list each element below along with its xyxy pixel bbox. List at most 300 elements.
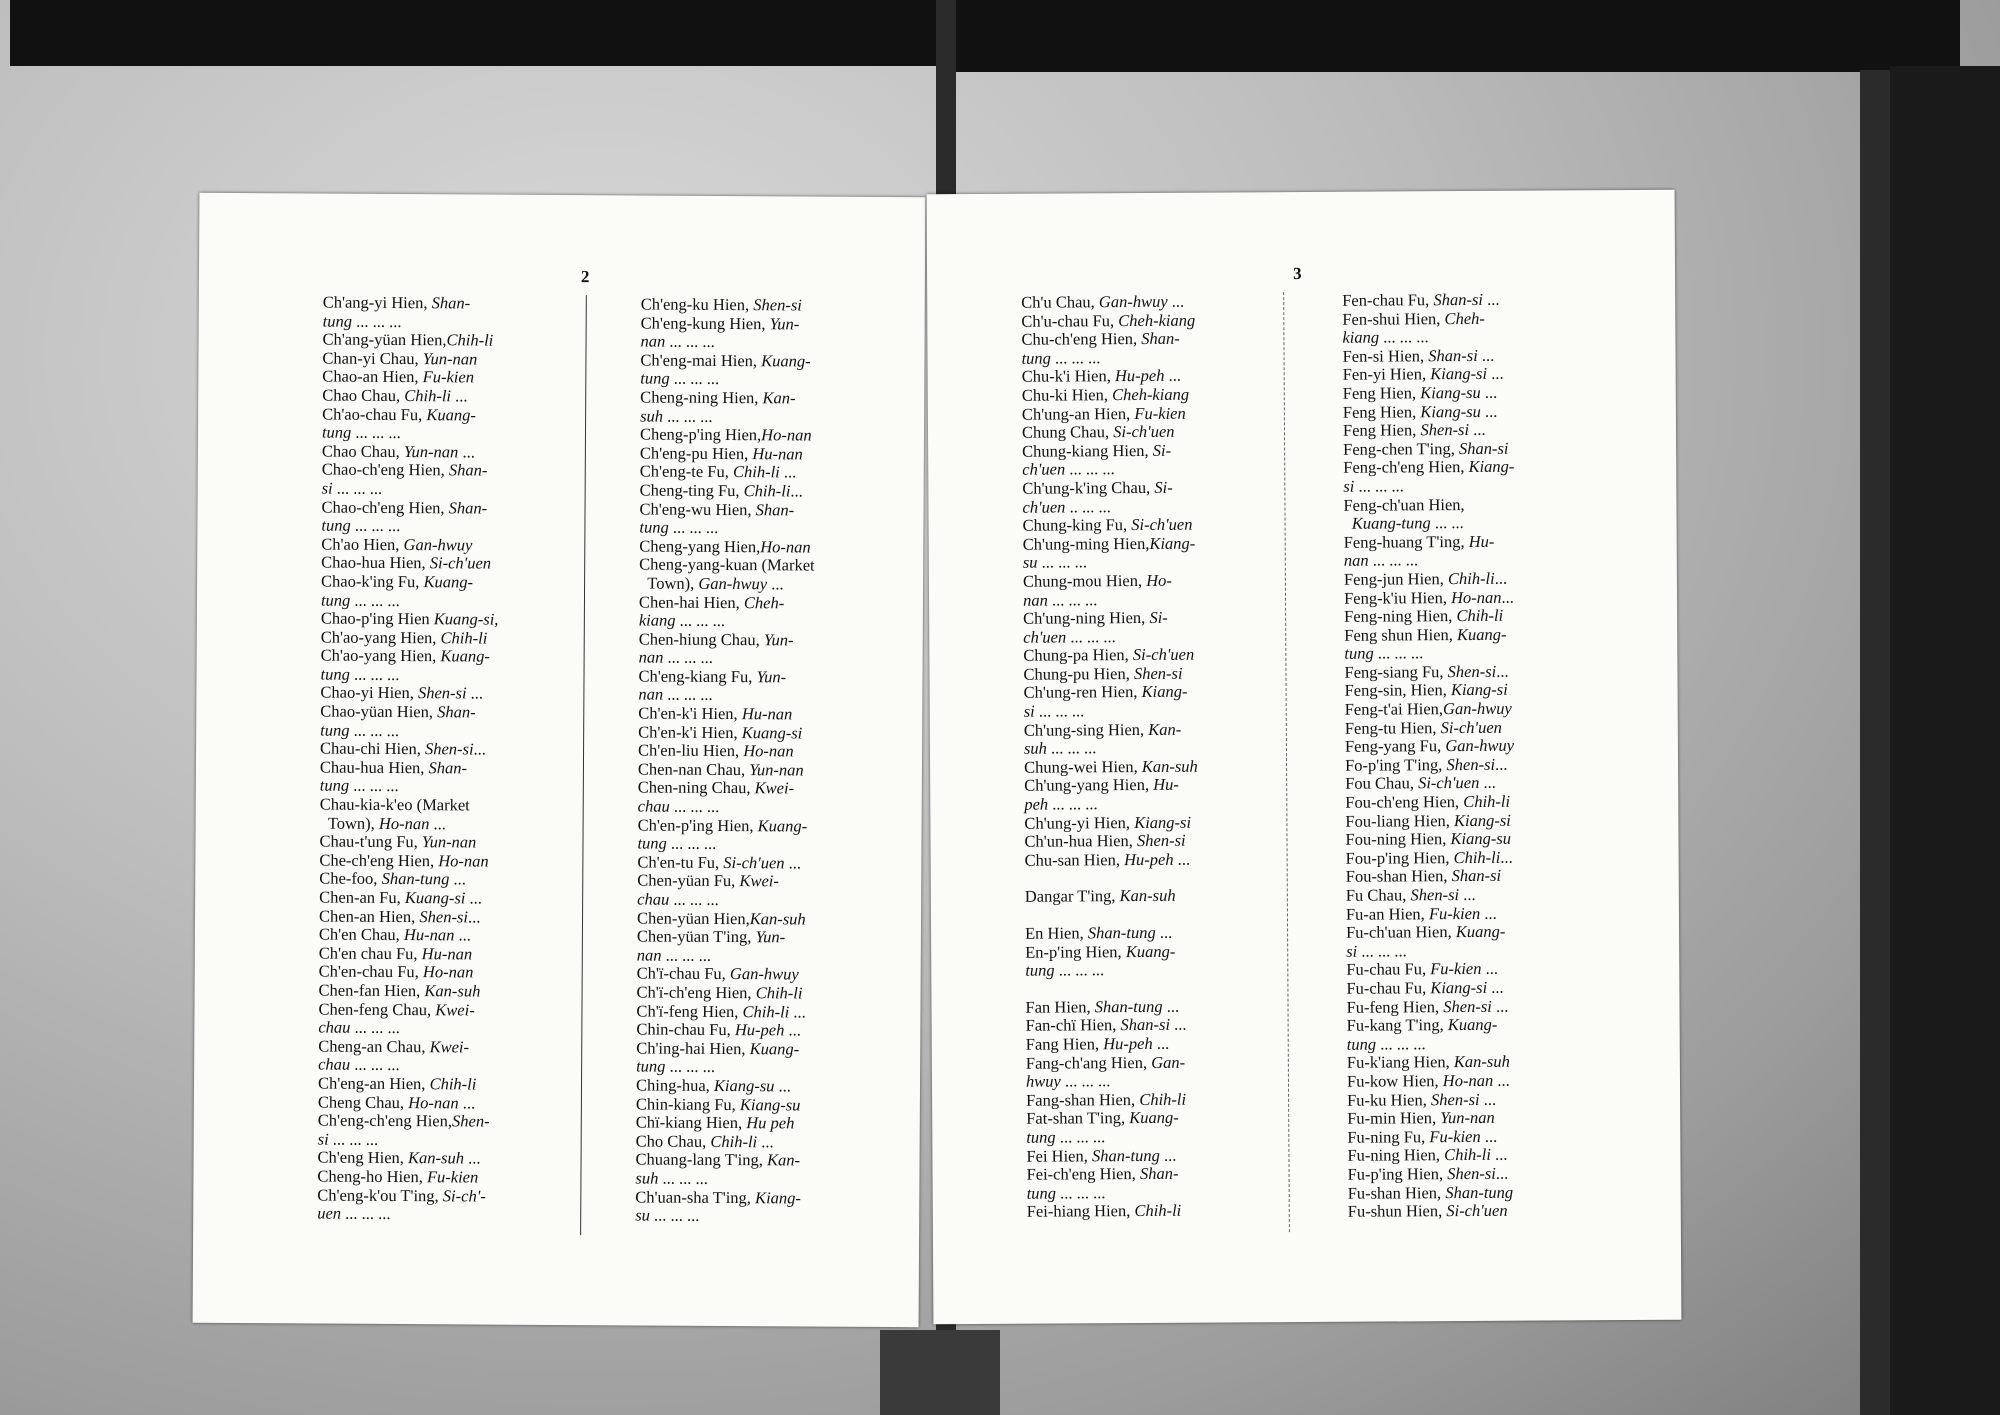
province-name: Kan-suh: [408, 1148, 465, 1168]
index-entry: [1026, 1146, 1241, 1166]
index-entry: [1345, 699, 1560, 719]
province-name: Yun-: [756, 667, 787, 687]
leader-dots: ... ... ...: [350, 515, 401, 536]
leader-dots: ... ... ...: [666, 833, 717, 854]
index-entry: [1024, 739, 1239, 759]
index-entry: [1024, 701, 1239, 721]
province-name: Si-ch'uen: [1446, 1200, 1508, 1221]
province-name: Si-: [1152, 440, 1172, 460]
place-name: Town),: [639, 573, 699, 593]
index-entry: [1025, 997, 1240, 1017]
index-entry: [1343, 421, 1558, 441]
place-name: Fu-shan Hien,: [1347, 1182, 1446, 1203]
province-name: Kwei-: [435, 999, 475, 1020]
leader-dots: ... ... ...: [1046, 738, 1097, 758]
place-name: Fu-chau Fu,: [1346, 978, 1431, 998]
place-name: Ch'eng-wu Hien,: [639, 499, 756, 519]
place-name: Ch'ï-ch'eng Hien,: [636, 982, 756, 1003]
leader-dots: ... ... ...: [669, 796, 720, 817]
province-name: su: [635, 1205, 650, 1225]
column-divider-right: [1283, 292, 1290, 1232]
place-name: Ch'eng Hien,: [317, 1147, 409, 1168]
leader-dots: ...: [1152, 1033, 1170, 1053]
place-name: Chuang-lang T'ing,: [635, 1149, 768, 1170]
province-name: Yun-nan: [403, 441, 459, 462]
place-name: Ch'ing-hai Hien,: [636, 1038, 750, 1058]
index-entry: [1022, 478, 1237, 498]
index-entry: [1023, 627, 1238, 647]
place-name: Fou-ch'eng Hien,: [1345, 792, 1464, 812]
province-name: tung: [1021, 348, 1051, 368]
index-entry: [1346, 904, 1561, 924]
index-entry: [1346, 885, 1561, 905]
place-name: Feng-k'iu Hien,: [1343, 587, 1452, 608]
province-name: nan: [636, 945, 662, 965]
place-name: Ch'en Chau,: [318, 924, 405, 945]
index-entry: [1023, 516, 1238, 536]
province-name: Chih-li: [1453, 847, 1501, 867]
place-name: Cho Chau,: [635, 1131, 711, 1151]
place-name: Ch'ao Hien,: [321, 534, 404, 554]
province-name: tung: [637, 833, 667, 853]
province-name: Ho-nan: [1442, 1070, 1494, 1091]
province-name: Si-ch'uen: [1440, 717, 1502, 737]
province-name: si: [317, 1129, 329, 1149]
province-name: Chih-li: [742, 1001, 790, 1021]
place-name: Feng-yang Fu,: [1344, 736, 1446, 756]
province-name: Si-ch'uen: [429, 553, 492, 573]
index-entry: [1023, 646, 1238, 666]
place-name: Feng-jun Hien,: [1343, 569, 1449, 589]
province-name: ch'uen: [1023, 627, 1067, 647]
province-name: Kwei-: [429, 1036, 470, 1057]
province-name: Kuang-: [440, 646, 491, 666]
leader-dots: ... ... ...: [1055, 1182, 1106, 1203]
province-name: Shan-si: [1120, 1015, 1171, 1035]
place-name: Feng-ning Hien,: [1344, 606, 1457, 626]
province-name: Gan-hwuy: [403, 534, 473, 555]
left-page: [193, 193, 926, 1327]
index-entry: [1345, 774, 1560, 794]
leader-dots: ...: [1479, 773, 1496, 793]
place-name: Feng-huang T'ing,: [1343, 531, 1469, 552]
province-name: Kiang-si: [1453, 810, 1511, 830]
place-name: Ch'ung-an Hien,: [1021, 403, 1135, 424]
leader-dots: ... ... ...: [1050, 348, 1101, 368]
province-name: Kan-suh: [1453, 1052, 1510, 1072]
place-name: Fou-ning Hien,: [1345, 829, 1451, 849]
index-entry: [1026, 1053, 1241, 1073]
province-name: Kiang-su: [1420, 401, 1481, 421]
province-name: Kiang-: [1149, 533, 1196, 553]
index-entry: [1347, 1090, 1562, 1110]
place-name: Chao-hua Hien,: [321, 552, 430, 573]
leader-dots: ... ... ...: [349, 664, 400, 684]
province-name: Hu-peh: [1103, 1033, 1153, 1054]
place-name: Chung-mou Hien,: [1022, 570, 1147, 591]
place-name: Fu-shun Hien,: [1347, 1201, 1447, 1221]
province-name: suh: [635, 1168, 659, 1188]
province-name: si: [1343, 476, 1355, 496]
province-name: Shan-tung: [1087, 922, 1156, 943]
leader-dots: ... ... ...: [1066, 626, 1116, 647]
place-name: Fen-shui Hien,: [1342, 308, 1445, 329]
leader-dots: ...: [1480, 401, 1498, 421]
leader-dots: ... ... ...: [675, 610, 726, 631]
province-name: Yun-nan: [1440, 1107, 1495, 1128]
leader-dots: ...: [454, 925, 471, 945]
province-name: Kiang-: [755, 1187, 801, 1207]
province-name: Si-ch'uen: [1132, 644, 1195, 665]
province-name: Chih-li: [710, 1131, 758, 1151]
index-entry: [1022, 385, 1237, 405]
province-name: Kan-suh: [424, 981, 481, 1001]
place-name: Ch'en-p'ing Hien,: [637, 815, 758, 835]
index-entry: [1026, 1072, 1241, 1092]
province-name: Kuang-tung: [1351, 513, 1431, 533]
province-name: Ho-: [1146, 570, 1172, 590]
place-name: Fen-si Hien,: [1342, 346, 1429, 366]
place-name: Cheng-ho Hien,: [317, 1166, 428, 1187]
province-name: tung: [321, 422, 352, 442]
province-name: Kiang-su: [739, 1094, 801, 1115]
place-name: Ch'u Chau,: [1021, 292, 1099, 312]
place-name: Chung-king Fu,: [1022, 515, 1132, 535]
leader-dots: ... ... ...: [328, 1129, 379, 1149]
index-entry: [1026, 1109, 1241, 1129]
province-name: ch'uen: [1022, 459, 1066, 480]
place-name: Ch'eng-kung Hien,: [640, 313, 770, 333]
leader-dots: ... ... ...: [1373, 643, 1424, 663]
place-name: Ch'ao-yang Hien,: [320, 627, 441, 647]
province-name: Fu-kien: [426, 1167, 479, 1187]
place-name: Feng-ch'eng Hien,: [1343, 457, 1469, 478]
province-name: Chih-li: [429, 1074, 477, 1094]
place-name: Chen-nan Chau,: [637, 759, 750, 780]
index-entry: [1344, 644, 1559, 664]
province-name: Chih-li: [1444, 1145, 1491, 1165]
province-name: Hu-: [1153, 775, 1179, 795]
index-entry: [1021, 330, 1236, 350]
leader-dots: ...: [1482, 289, 1500, 309]
leader-dots: ...: [429, 813, 446, 833]
index-entry: [1026, 1034, 1241, 1054]
province-name: Hu-peh: [734, 1020, 785, 1040]
place-name: Fo-p'ing T'ing,: [1344, 754, 1447, 775]
province-name: Shen-si: [1430, 1089, 1480, 1109]
province-name: Kuang-: [1456, 624, 1507, 644]
province-name: Cheh-: [1444, 308, 1485, 328]
leader-dots: ...: [767, 574, 784, 594]
province-name: Shen-si: [417, 683, 467, 703]
place-name: Chau-chi Hien,: [320, 738, 426, 759]
place-name: Feng-sin, Hien,: [1344, 680, 1451, 701]
index-entry: [1021, 311, 1236, 331]
province-name: Kan-: [766, 1150, 801, 1170]
index-entry: [1346, 960, 1561, 980]
leader-dots: ...: [1159, 1145, 1177, 1165]
place-name: Feng-chen T'ing,: [1343, 438, 1460, 459]
leader-dots: ...: [1173, 849, 1191, 869]
index-entry: [1345, 681, 1560, 701]
index-entry: [1025, 942, 1240, 962]
province-name: Fu-kien: [1428, 903, 1481, 923]
place-name: Ch'eng-mai Hien,: [640, 350, 762, 371]
place-name: Fu-kow Hien,: [1346, 1071, 1443, 1091]
province-name: Shen-: [451, 1111, 490, 1131]
index-entry: [1026, 1127, 1241, 1147]
place-name: Feng-t'ai Hien,: [1344, 699, 1444, 719]
province-name: Shen-si: [1410, 885, 1460, 905]
place-name: Dangar T'ing,: [1024, 886, 1120, 907]
index-entry: [1343, 458, 1558, 478]
index-entry: [1347, 1164, 1562, 1184]
leader-dots: ...: [1162, 996, 1180, 1016]
place-name: Chen-ning Chau,: [637, 777, 755, 798]
province-name: tung: [1025, 960, 1055, 980]
index-entry: [1023, 571, 1238, 591]
place-name: Fu-an Hien,: [1345, 903, 1429, 924]
province-name: Kuang-: [1455, 921, 1506, 942]
index-entry: [1023, 608, 1238, 628]
index-entry: [1025, 961, 1240, 981]
index-entry: [1348, 1202, 1563, 1222]
place-name: En-p'ing Hien,: [1025, 941, 1126, 962]
leader-dots: ... ... ...: [1034, 701, 1085, 721]
index-entry: [1025, 850, 1240, 870]
place-name: Fu-ning Fu,: [1347, 1126, 1430, 1147]
province-name: suh: [640, 406, 664, 426]
index-entry: [1347, 1053, 1562, 1073]
place-name: Ch'ung-sing Hien,: [1023, 719, 1149, 740]
leader-dots: ... ... ...: [662, 406, 713, 426]
province-name: Si-ch'-: [442, 1185, 486, 1206]
province-name: Shen-si: [753, 295, 802, 315]
index-entry: [1343, 365, 1558, 385]
index-entry: [1342, 309, 1557, 329]
province-name: tung: [320, 720, 350, 740]
place-name: Ch'ï-feng Hien,: [636, 1001, 743, 1021]
province-name: tung: [321, 515, 351, 535]
province-name: Kiang-: [1141, 682, 1188, 702]
place-name: Cheng-ning Hien,: [640, 387, 763, 408]
index-entry: [1022, 367, 1237, 387]
province-name: Yun-nan: [422, 348, 478, 369]
leader-dots: ... ... ...: [658, 1168, 708, 1188]
leader-dots: ... ... ...: [351, 422, 401, 443]
place-name: Chen-an Fu,: [319, 887, 405, 908]
leader-dots: ...: [1495, 1163, 1509, 1183]
place-name: Ch'eng-k'ou T'ing,: [317, 1185, 443, 1205]
province-name: Kuang-si: [404, 888, 466, 908]
index-entry: [1346, 867, 1561, 887]
index-entry: [1342, 290, 1557, 310]
province-name: Gan-hwuy: [729, 964, 799, 984]
province-name: si: [321, 478, 333, 498]
leader-dots: ... ... ...: [665, 1057, 716, 1077]
province-name: tung: [320, 590, 351, 610]
province-name: Chih-li: [732, 462, 780, 482]
index-entry: [1022, 348, 1237, 368]
leader-dots: ...: [1480, 382, 1498, 402]
place-name: Chung-wei Hien,: [1023, 756, 1142, 777]
place-name: Chen-fan Hien,: [318, 980, 425, 1001]
index-entry: [1346, 997, 1561, 1017]
leader-dots: ...: [757, 1131, 774, 1152]
leader-dots: ...: [784, 1020, 801, 1040]
province-name: tung: [1026, 1183, 1057, 1203]
province-name: Shen-si: [1136, 830, 1186, 851]
place-name: Chung-pa Hien,: [1023, 645, 1133, 665]
place-name: Fei-ch'eng Hien,: [1026, 1164, 1141, 1184]
place-name: Fu-chau Fu,: [1346, 959, 1431, 980]
province-name: Si-ch'uen: [1131, 514, 1193, 535]
index-entry: [1345, 830, 1560, 850]
leader-dots: ... ... ...: [1060, 1071, 1111, 1091]
province-name: Shan-: [1141, 328, 1180, 349]
place-name: Fu-ku Hien,: [1347, 1089, 1432, 1110]
province-name: si: [1346, 941, 1358, 961]
province-name: Chih-li: [755, 983, 803, 1003]
place-name: Ch'eng-te Fu,: [639, 461, 734, 482]
place-name: Ch'en-k'i Hien,: [638, 703, 742, 724]
leader-dots: ... ... ...: [350, 1017, 400, 1038]
place-name: Fang-shan Hien,: [1026, 1089, 1140, 1110]
place-name: Ch'eng-ch'eng Hien,: [317, 1110, 453, 1131]
index-entry: [1342, 346, 1557, 366]
right-page: [927, 190, 1682, 1325]
leader-dots: ... ... ...: [663, 685, 713, 705]
index-entry: [1343, 383, 1558, 403]
province-name: Shan-tung: [381, 869, 450, 889]
province-name: Hu-nan: [752, 443, 803, 464]
leader-dots: ...: [450, 386, 468, 406]
leader-dots: ...: [1491, 996, 1509, 1016]
leader-dots: ...: [458, 442, 475, 462]
place-name: Chan-yi Chau,: [322, 348, 423, 368]
leader-dots: ...: [473, 739, 487, 759]
province-name: Si-: [1149, 607, 1168, 628]
leader-dots: ...: [1494, 568, 1508, 588]
province-name: Ho-nan: [408, 1092, 459, 1112]
province-name: Kiang-su: [1450, 828, 1512, 849]
place-name: Ch'ao-chau Fu,: [322, 404, 427, 424]
column-divider-left: [580, 295, 587, 1235]
province-name: Kuang-: [426, 404, 476, 425]
place-name: Ch'ung-k'ing Chau,: [1022, 477, 1155, 498]
province-name: Shen-si: [1420, 420, 1470, 440]
province-name: Ho-nan: [438, 851, 489, 871]
place-name: Ch'en-k'i Hien,: [638, 722, 742, 742]
leader-dots: ... ... ...: [669, 369, 720, 389]
place-name: Chu-ch'eng Hien,: [1021, 329, 1142, 349]
leader-dots: ...: [1164, 366, 1181, 386]
place-name: Feng-tu Hien,: [1344, 717, 1441, 738]
place-name: Feng Hien,: [1342, 420, 1421, 440]
province-name: Yun-nan: [749, 760, 804, 780]
province-name: tung: [636, 1056, 666, 1076]
index-entry: [1348, 1183, 1563, 1203]
place-name: Chen-an Hien,: [318, 906, 420, 926]
province-name: uen: [317, 1203, 342, 1223]
leader-dots: ... ... ...: [351, 311, 402, 331]
index-entry: [1345, 811, 1560, 831]
index-entry: [1023, 664, 1238, 684]
scan-top-shadow-right: [955, 0, 1960, 72]
province-name: Shan-: [1139, 1163, 1179, 1184]
province-name: Yun-: [763, 629, 794, 650]
leader-dots: ...: [1479, 1089, 1497, 1109]
province-name: Gan-hwuy: [698, 573, 768, 594]
leader-dots: ... ... ...: [350, 590, 400, 610]
leader-dots: ... ... ...: [1037, 552, 1088, 572]
place-name: Chin-chau Fu,: [636, 1019, 735, 1040]
province-name: Hu-nan: [421, 943, 473, 964]
place-name: Chao-yi Hien,: [320, 683, 419, 703]
place-name: Ch'en chau Fu,: [318, 943, 422, 963]
province-name: Kiang-si: [1430, 364, 1488, 384]
leader-dots: ... ... ...: [1368, 550, 1419, 570]
province-name: Chih-li: [1447, 568, 1495, 589]
province-name: Shen-si: [419, 906, 469, 927]
leader-dots: ...: [1480, 903, 1497, 923]
province-name: Chih-li: [1139, 1089, 1187, 1109]
province-name: Chih-li: [743, 481, 791, 501]
place-name: Ch'ï-chau Fu,: [636, 963, 731, 984]
leader-dots: ... ... ...: [665, 331, 715, 352]
index-entry: [1025, 887, 1240, 907]
place-name: Fou Chau,: [1345, 773, 1419, 794]
province-name: tung: [320, 664, 350, 684]
page-number-left: 2: [580, 267, 590, 287]
index-entry: [1345, 792, 1560, 812]
place-name: Chen-hai Hien,: [638, 591, 744, 612]
province-name: tung: [319, 775, 350, 796]
leader-dots: ... ... ...: [350, 1055, 400, 1075]
index-entry: [1026, 1165, 1241, 1185]
leader-dots: ...: [790, 481, 803, 501]
province-name: Shen-si: [1133, 663, 1183, 683]
province-name: nan: [1022, 590, 1048, 610]
place-name: Chau-kia-k'eo (Market: [319, 794, 470, 815]
place-name: Ch'ang-yi Hien,: [322, 292, 432, 313]
province-name: Si-ch'uen: [1417, 773, 1480, 793]
place-name: En Hien,: [1025, 923, 1088, 943]
index-entry: [1347, 1146, 1562, 1166]
leader-dots: ...: [1487, 977, 1504, 997]
province-name: Cheh-kiang: [1118, 310, 1196, 330]
province-name: Chih-li: [440, 627, 488, 648]
province-name: chau: [637, 889, 670, 909]
index-entry: [1023, 590, 1238, 610]
province-name: Shan-: [755, 499, 795, 519]
province-name: Shan-si: [1458, 438, 1509, 458]
index-column-3: [1021, 292, 1242, 1221]
index-entry: [1344, 607, 1559, 627]
place-name: Ch'un-hua Hien,: [1024, 831, 1138, 851]
leader-dots: ...: [1490, 1145, 1508, 1165]
spine-bottom-shadow: [880, 1330, 1000, 1415]
leader-dots: ... ... ...: [663, 647, 713, 668]
province-name: Kan-suh: [1141, 756, 1198, 776]
province-name: Shen-si: [1447, 661, 1497, 681]
province-name: Shen-si: [424, 739, 474, 759]
province-name: Si-ch'uen: [1113, 421, 1175, 442]
place-name: Chen-yüan Hien,: [636, 908, 750, 928]
leader-dots: ...: [1495, 754, 1508, 774]
place-name: Fang-ch'ang Hien,: [1025, 1052, 1152, 1073]
leader-dots: ...: [1496, 661, 1509, 681]
